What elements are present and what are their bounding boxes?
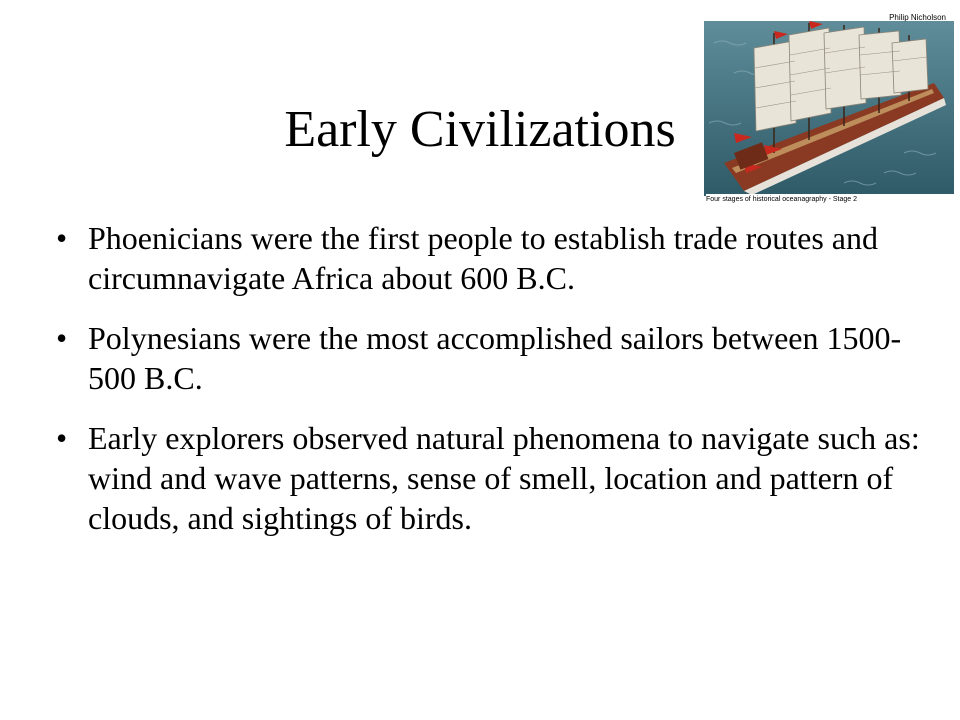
bullet-icon: • <box>56 420 68 456</box>
ship-photo <box>704 13 954 206</box>
bullet-text: Early explorers observed natural phenomena to navigate such as: wind and wave patterns, sense of smell, location and pattern of clouds, and sightings of birds. <box>88 420 920 536</box>
bullet-item <box>56 418 936 538</box>
bullet-icon: • <box>56 320 68 356</box>
bullet-item <box>56 218 936 298</box>
image-credit: Philip Nicholson <box>889 13 946 22</box>
bullet-icon: • <box>56 220 68 256</box>
bullet-text: Polynesians were the most accomplished sailors between 1500-500 B.C. <box>88 320 902 396</box>
image-caption: Four stages of historical oceanagraphy - Stage 2 <box>706 194 954 206</box>
ship-illustration <box>704 13 954 206</box>
bullet-item <box>56 318 936 398</box>
bullet-text: Phoenicians were the first people to establish trade routes and circumnavigate Africa about 600 B.C. <box>88 220 878 296</box>
slide-title: Early Civilizations <box>284 101 676 158</box>
bullet-list <box>56 218 936 558</box>
